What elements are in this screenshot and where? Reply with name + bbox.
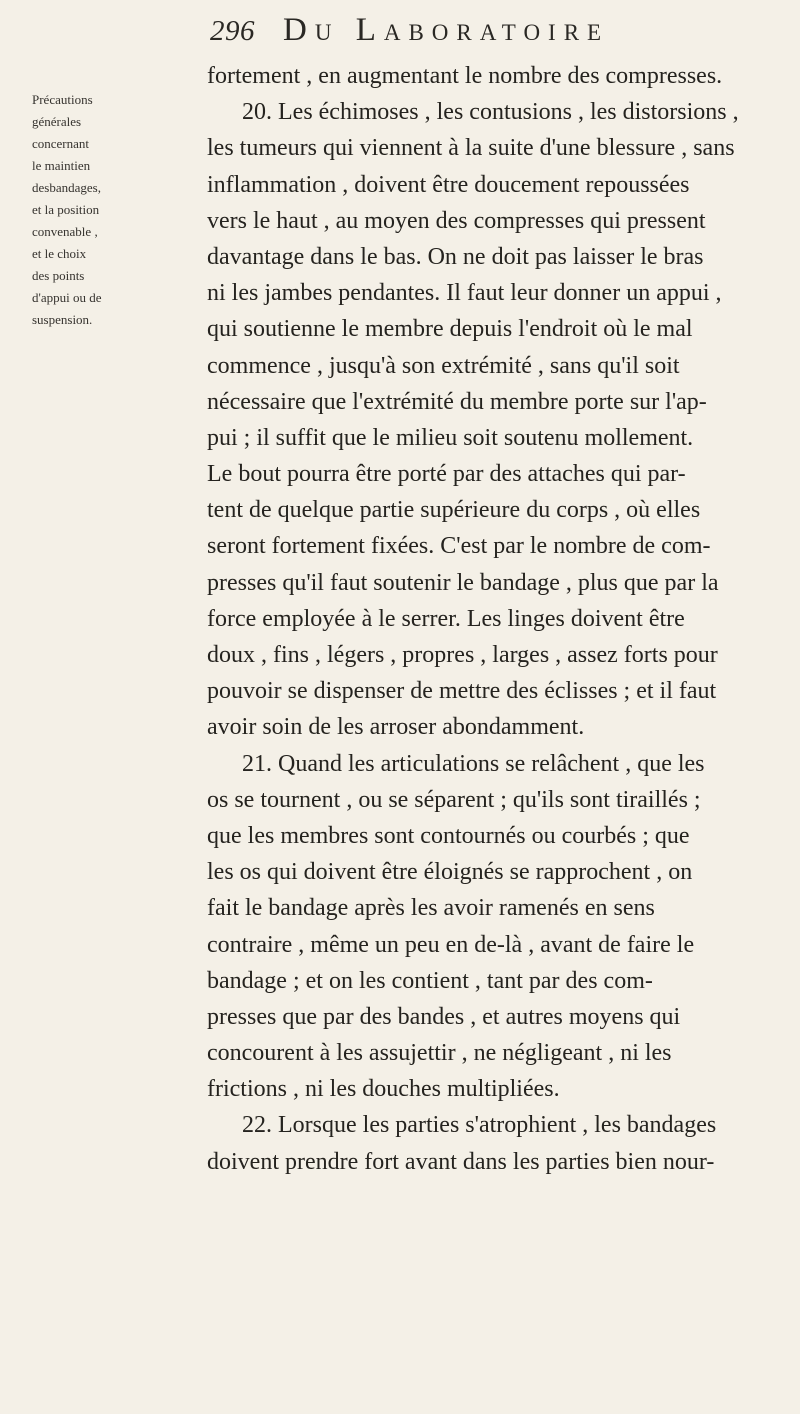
text-line: ni les jambes pendantes. Il faut leur donner un appui , <box>207 280 722 307</box>
body-text <box>207 58 782 1180</box>
text-line: nécessaire que l'extrémité du membre porte sur l'ap- <box>207 388 707 415</box>
text-line: les os qui doivent être éloignés se rapprochent , on <box>207 859 693 886</box>
margin-note-line: générales <box>32 114 82 129</box>
text-line: os se tournent , ou se séparent ; qu'ils sont tiraillés ; <box>207 786 701 813</box>
text-line: vers le haut , au moyen des compresses qui pressent <box>207 207 706 234</box>
margin-note-line: suspension. <box>32 312 93 327</box>
text-line: force employée à le serrer. Les linges doivent être <box>207 605 685 632</box>
text-line: commence , jusqu'à son extrémité , sans qu'il soit <box>207 352 680 379</box>
text-line: inflammation , doivent être doucement repoussées <box>207 171 690 198</box>
paragraph-22-start: 22. Lorsque les parties s'atrophient , les bandages <box>242 1112 717 1139</box>
margin-note-line: le maintien <box>32 158 91 173</box>
text-line: doux , fins , légers , propres , larges , assez forts pour <box>207 642 718 668</box>
text-line: avoir soin de les arroser abondamment. <box>207 714 585 741</box>
text-line: les tumeurs qui viennent à la suite d'une blessure , sans <box>207 135 735 162</box>
text-line: que les membres sont contournés ou courbés ; que <box>207 822 690 849</box>
running-title: Du Laboratoire <box>283 12 610 48</box>
page-number: 296 <box>210 15 255 47</box>
page-header <box>210 12 760 60</box>
margin-note-line: convenable , <box>32 224 98 239</box>
text-line: davantage dans le bas. On ne doit pas laisser le bras <box>207 243 704 270</box>
text-line: Le bout pourra être porté par des attaches qui par- <box>207 461 686 488</box>
text-line: pouvoir se dispenser de mettre des éclisses ; et il faut <box>207 678 717 705</box>
paragraph-20-start: 20. Les échimoses , les contusions , les distorsions , <box>242 99 739 126</box>
text-line: contraire , même un peu en de-là , avant de faire le <box>207 931 695 958</box>
text-line: presses que par des bandes , et autres moyens qui <box>207 1003 681 1030</box>
text-line: bandage ; et on les contient , tant par des com- <box>207 967 653 994</box>
margin-note-line: des points <box>32 268 85 283</box>
text-line: seront fortement fixées. C'est par le nombre de com- <box>207 533 711 560</box>
text-line: fortement , en augmentant le nombre des compresses. <box>207 63 723 89</box>
margin-note-line: concernant <box>32 136 90 151</box>
text-line: presses qu'il faut soutenir le bandage , plus que par la <box>207 569 719 596</box>
text-line: pui ; il suffit que le milieu soit soutenu mollement. <box>207 424 694 451</box>
text-line: qui soutienne le membre depuis l'endroit où le mal <box>207 316 693 343</box>
margin-note-line: Précautions <box>32 92 93 107</box>
text-line: doivent prendre fort avant dans les parties bien nour- <box>207 1148 715 1175</box>
margin-note-line: d'appui ou de <box>32 290 102 305</box>
margin-note <box>32 89 132 331</box>
margin-note-line: et la position <box>32 202 100 217</box>
margin-note-line: et le choix <box>32 246 87 261</box>
paragraph-21-start: 21. Quand les articulations se relâchent , que les <box>242 750 705 777</box>
text-line: fait le bandage après les avoir ramenés en sens <box>207 895 655 922</box>
margin-note-line: desbandages, <box>32 180 101 195</box>
text-line: concourent à les assujettir , ne négligeant , ni les <box>207 1040 672 1067</box>
text-line: tent de quelque partie supérieure du corps , où elles <box>207 497 701 524</box>
text-line: frictions , ni les douches multipliées. <box>207 1076 560 1103</box>
